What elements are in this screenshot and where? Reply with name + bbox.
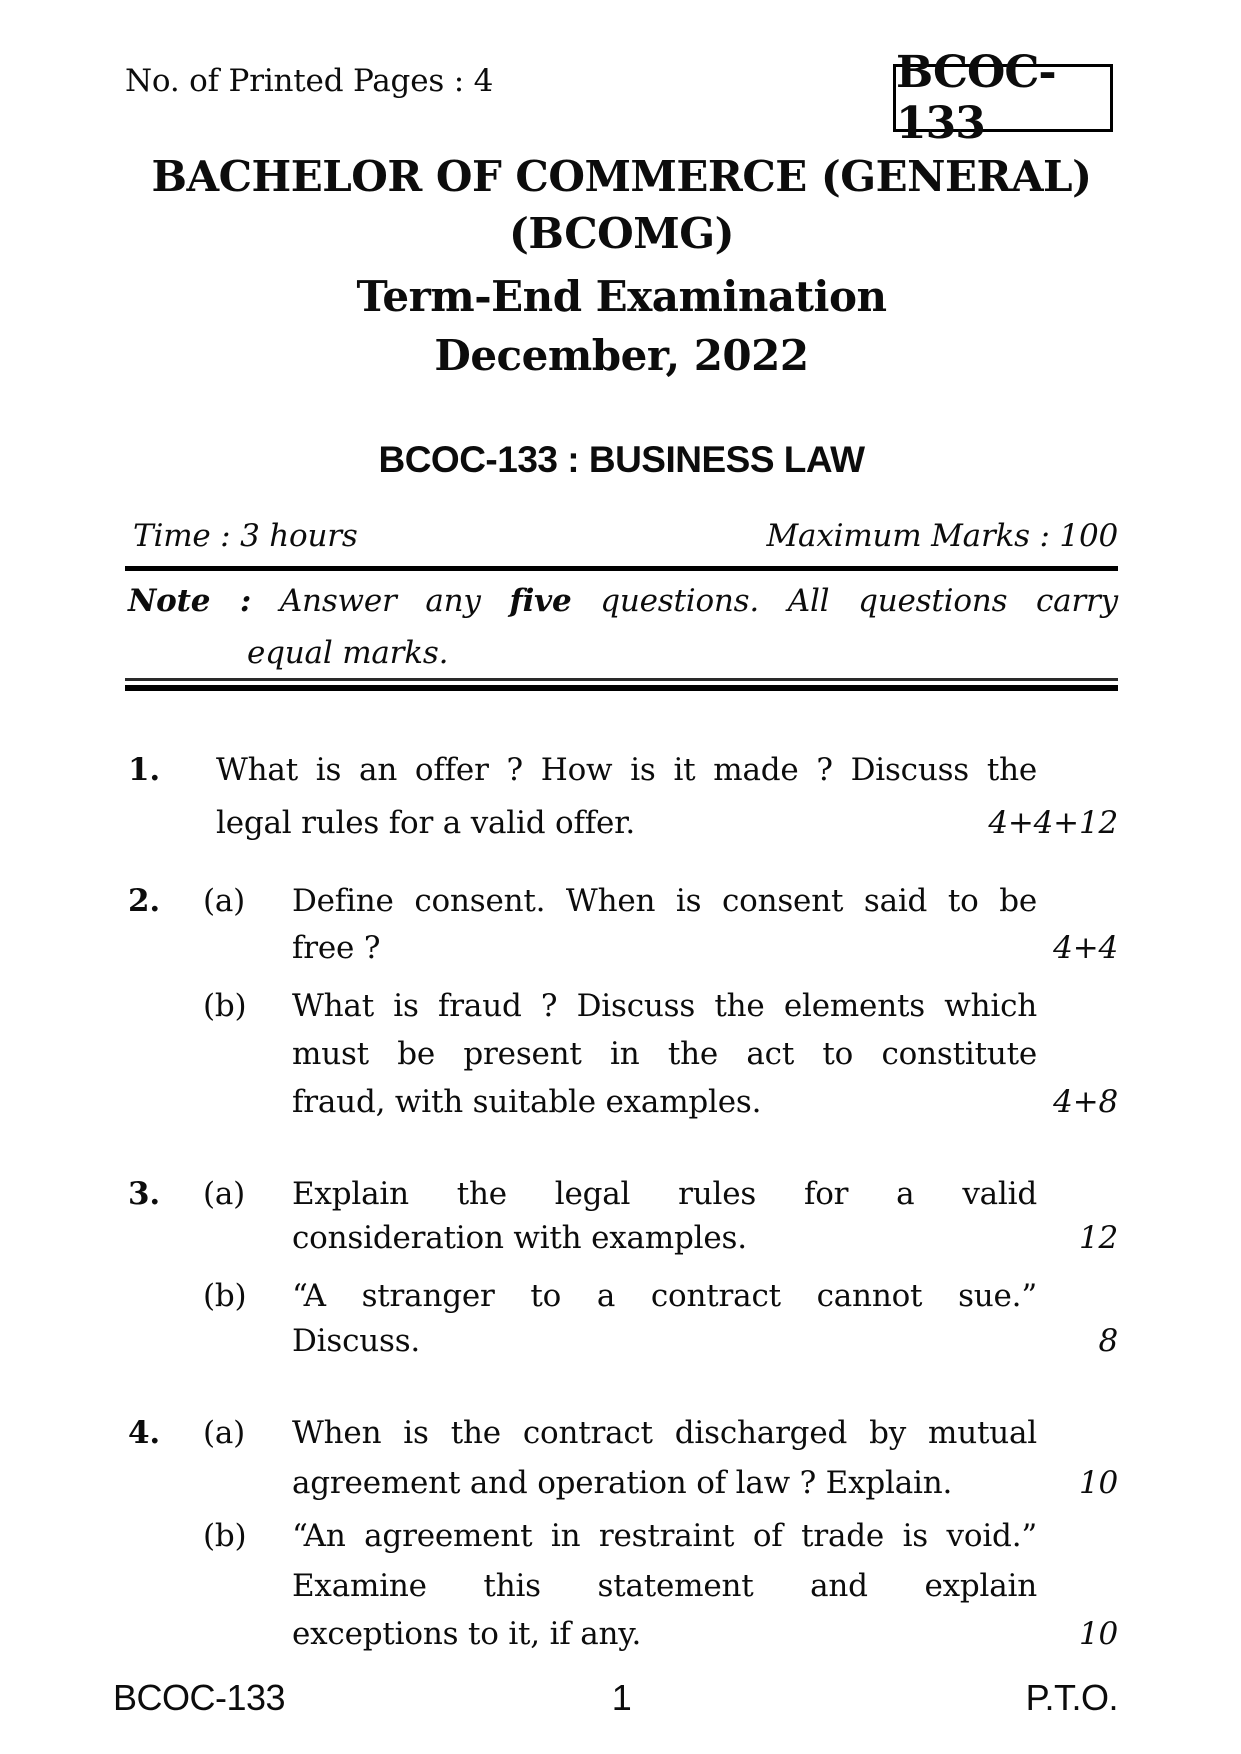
question-4b-line: “An agreement in restraint of trade is void.” — [292, 1518, 1037, 1554]
subject-line: BCOC-133 : BUSINESS LAW — [378, 439, 865, 480]
maximum-marks: Maximum Marks : 100 — [766, 518, 1118, 554]
question-1-number: 1. — [128, 752, 160, 788]
question-4b-line: Examine this statement and explain — [292, 1568, 1037, 1604]
time-allowed: Time : 3 hours — [133, 518, 358, 554]
footer-pto-label: P.T.O. — [1025, 1677, 1118, 1718]
exam-title: Term-End Examination — [356, 272, 887, 321]
question-2b-lastline — [292, 1084, 1118, 1120]
degree-title: BACHELOR OF COMMERCE (GENERAL) — [151, 152, 1092, 201]
question-4b-label: (b) — [203, 1518, 247, 1554]
question-3a-line: consideration with examples. — [292, 1220, 747, 1256]
question-2b-label: (b) — [203, 988, 247, 1024]
printed-pages-label: No. of Printed Pages : 4 — [125, 63, 494, 99]
note-label: Note : — [128, 583, 252, 619]
question-4a-lastline — [292, 1465, 1118, 1501]
course-code-text: BCOC-133 — [896, 47, 1056, 149]
question-1-line: What is an offer ? How is it made ? Discuss the — [216, 752, 1037, 788]
question-3a-line: Explain the legal rules for a valid — [292, 1176, 1037, 1212]
question-3b-label: (b) — [203, 1278, 247, 1314]
footer-page-number: 1 — [611, 1677, 632, 1718]
question-3-number: 3. — [128, 1176, 160, 1212]
question-4a-label: (a) — [203, 1415, 246, 1451]
question-3b-lastline — [292, 1323, 1118, 1359]
question-4b-lastline — [292, 1616, 1118, 1652]
note-line-2: equal marks. — [247, 635, 449, 671]
question-4a-line: When is the contract discharged by mutual — [292, 1415, 1037, 1451]
question-3b-marks: 8 — [1098, 1323, 1118, 1359]
question-3b-line: Discuss. — [292, 1323, 421, 1359]
question-4-number: 4. — [128, 1415, 160, 1451]
question-2-number: 2. — [128, 883, 160, 919]
question-3a-lastline — [292, 1220, 1118, 1256]
note-emphasis: five — [509, 583, 572, 619]
page-content — [113, 0, 1118, 1754]
question-4b-line: exceptions to it, if any. — [292, 1616, 642, 1652]
question-2b-line: What is fraud ? Discuss the elements which — [292, 988, 1037, 1024]
question-1-lastline — [216, 805, 1118, 841]
question-2a-line: Define consent. When is consent said to be — [292, 883, 1037, 919]
question-1-marks: 4+4+12 — [988, 805, 1118, 841]
footer-course-code: BCOC-133 — [113, 1677, 286, 1718]
question-3b-line: “A stranger to a contract cannot sue.” — [292, 1278, 1037, 1314]
note-post: questions. All questions carry — [600, 583, 1118, 619]
question-1-line: legal rules for a valid offer. — [216, 805, 636, 841]
question-2b-line: must be present in the act to constitute — [292, 1036, 1037, 1072]
session-title: December, 2022 — [434, 331, 809, 380]
question-2a-line: free ? — [292, 930, 381, 966]
horizontal-rule-top — [125, 566, 1118, 571]
question-3a-label: (a) — [203, 1176, 246, 1212]
question-4a-marks: 10 — [1078, 1465, 1118, 1501]
note-pre: Answer any — [279, 583, 481, 619]
question-2b-marks: 4+8 — [1053, 1084, 1118, 1120]
question-3a-marks: 12 — [1078, 1220, 1118, 1256]
question-2b-line: fraud, with suitable examples. — [292, 1084, 762, 1120]
question-2a-label: (a) — [203, 883, 246, 919]
question-4a-line: agreement and operation of law ? Explain. — [292, 1465, 953, 1501]
question-2a-marks: 4+4 — [1053, 930, 1118, 966]
course-code-box — [893, 47, 1113, 149]
question-4b-marks: 10 — [1078, 1616, 1118, 1652]
horizontal-rule-double — [125, 678, 1118, 691]
degree-abbr-title: (BCOMG) — [509, 209, 734, 258]
question-2a-lastline — [292, 930, 1118, 966]
note-line-1 — [128, 583, 1118, 619]
